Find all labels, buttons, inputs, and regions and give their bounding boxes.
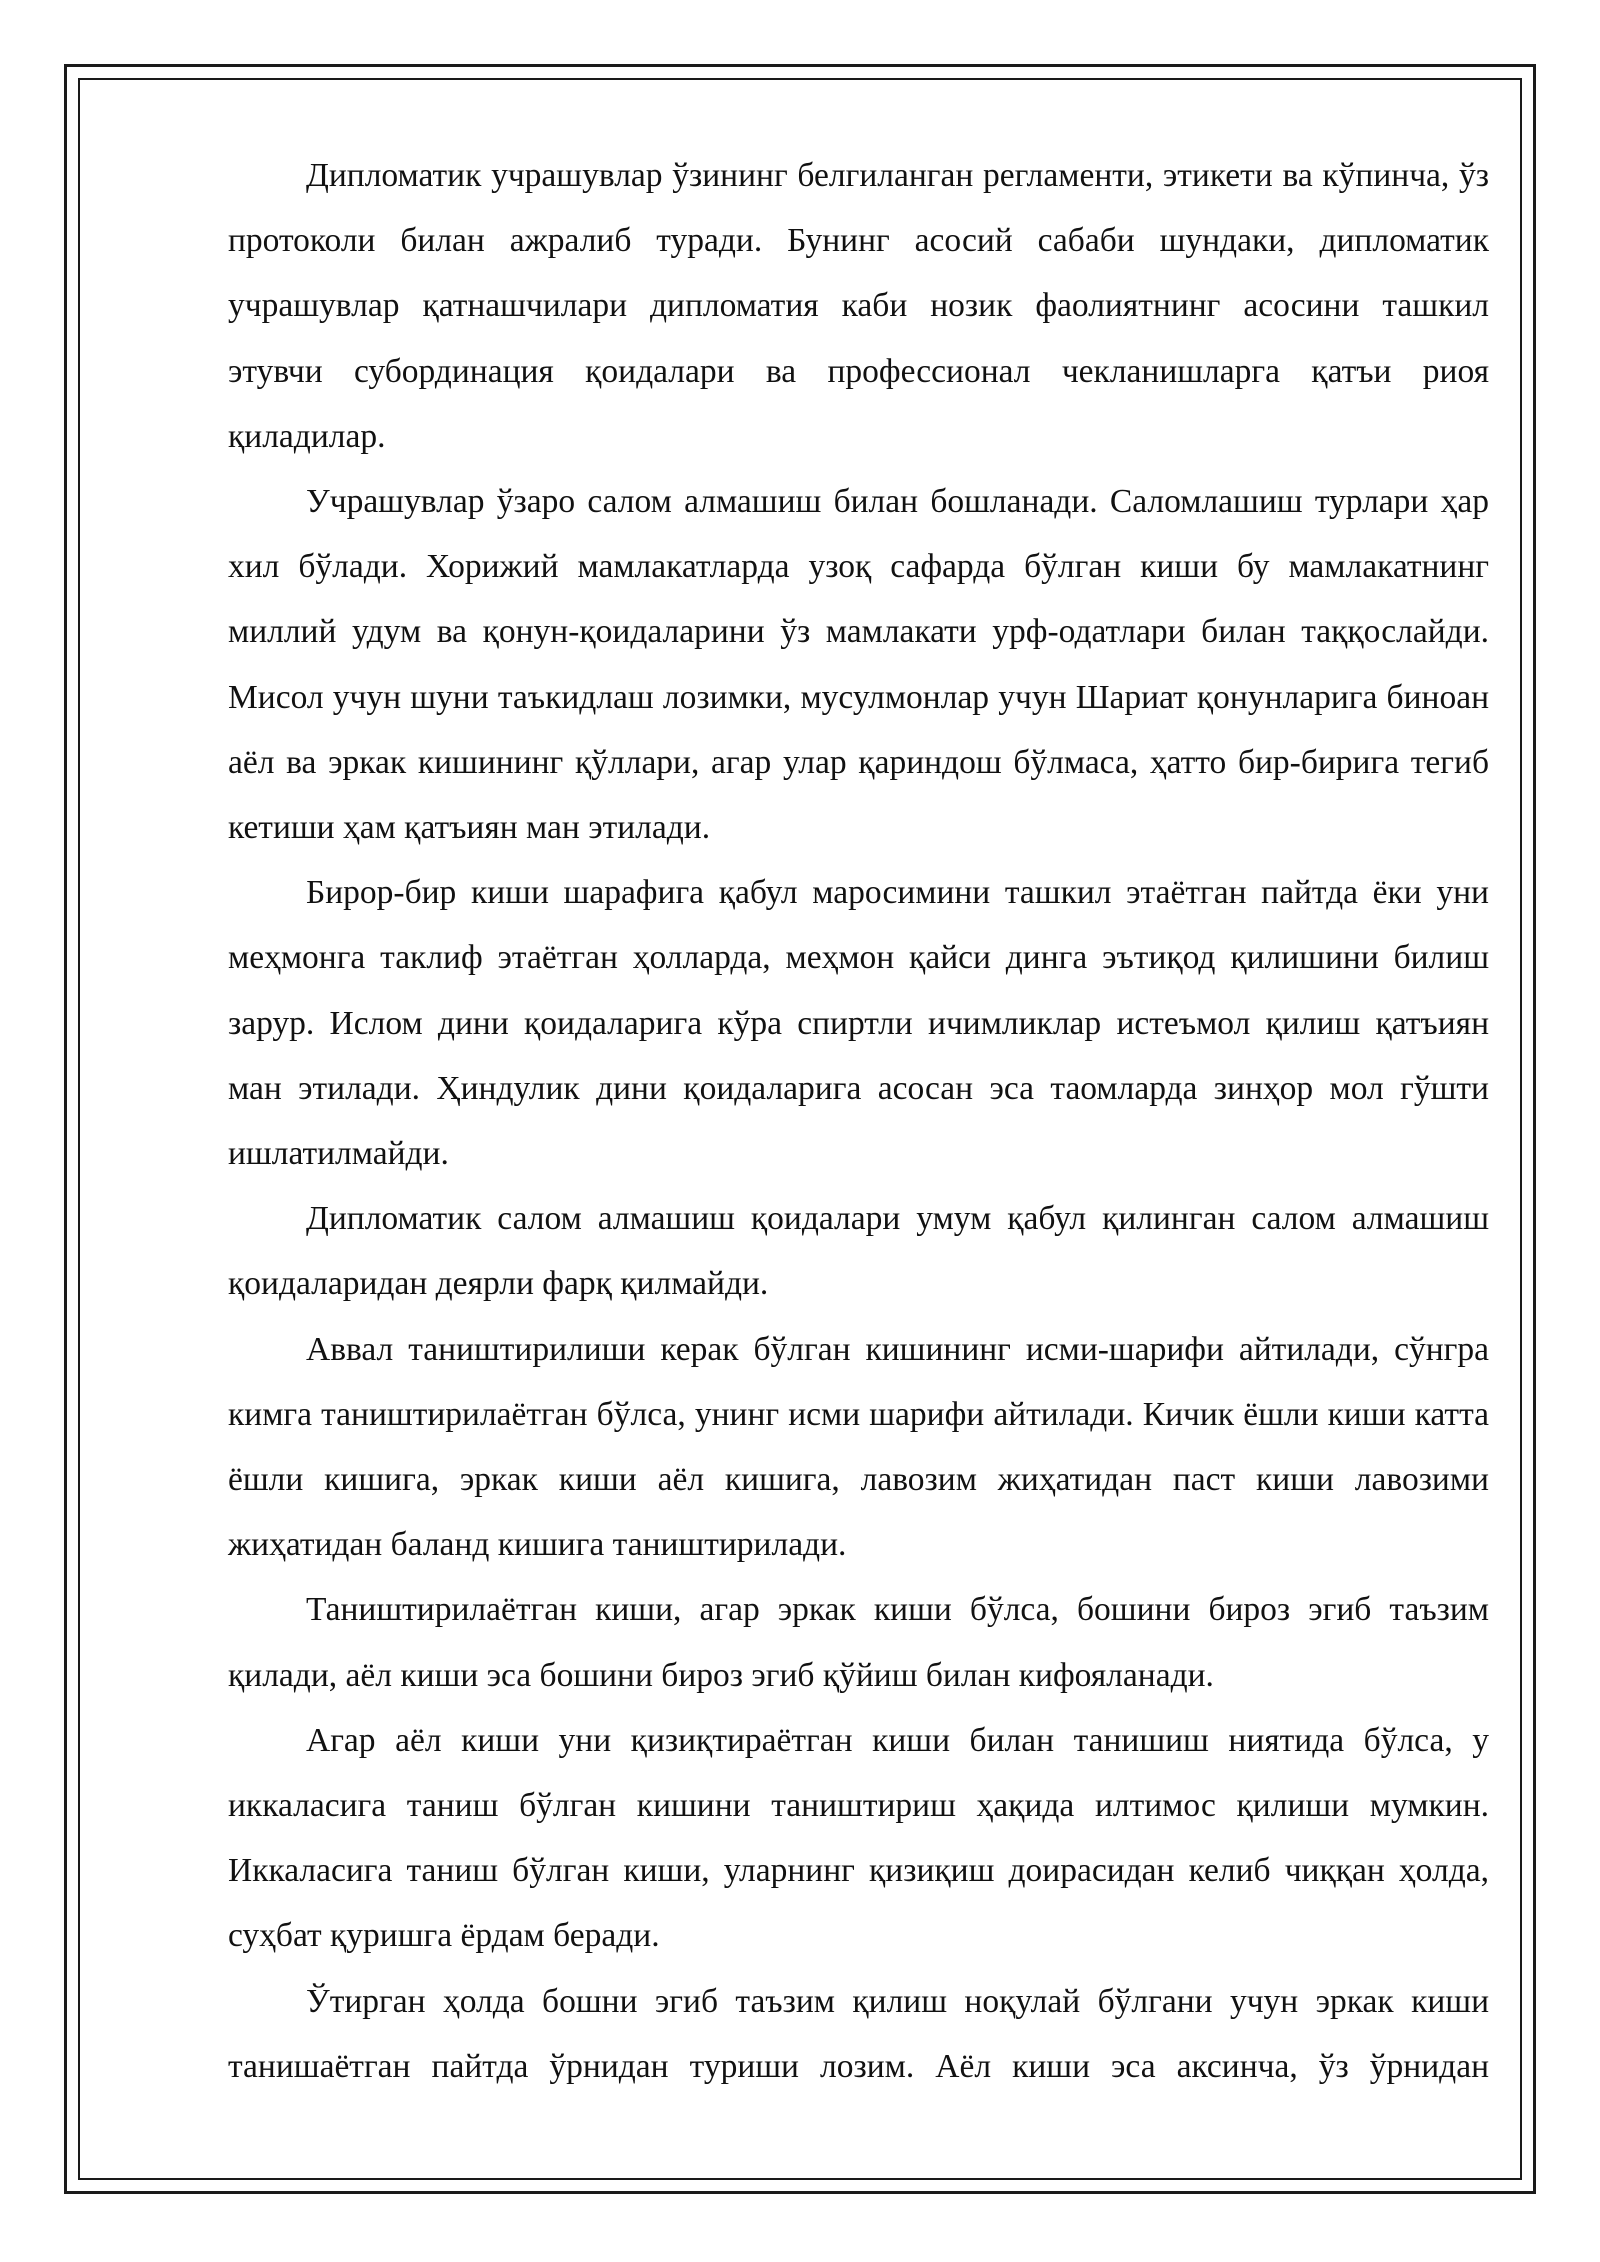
document-body — [228, 143, 1489, 2099]
paragraph-1: Дипломатик учрашувлар ўзининг белгиланган регламенти, этикети ва кўпинча, ўз протоколи билан ажралиб туради. Бунинг асосий сабаби шундаки, дипломатик учрашувлар қатнашчилари дипломатия каби нозик фаолиятнинг асосини ташкил этувчи субординация қоидалари ва профессионал чекланишларга қатъи риоя қиладилар. — [228, 157, 1489, 455]
paragraph-5: Аввал таништирилиши керак бўлган кишининг исми-шарифи айтилади, сўнгра кимга таништирилаётган бўлса, унинг исми шарифи айтилади. Кичик ёшли киши катта ёшли кишига, эркак киши аёл кишига, лавозим жиҳатидан паст киши лавозими жиҳатидан баланд кишига таништирилади. — [228, 1330, 1489, 1564]
paragraph-4: Дипломатик салом алмашиш қоидалари умум қабул қилинган салом алмашиш қоидаларидан деярли фарқ қилмайди. — [228, 1200, 1489, 1303]
paragraph-6: Таништирилаётган киши, агар эркак киши бўлса, бошини бироз эгиб таъзим қилади, аёл киши эса бошини бироз эгиб қўйиш билан кифояланади. — [228, 1591, 1489, 1694]
paragraph-7: Агар аёл киши уни қизиқтираётган киши билан танишиш ниятида бўлса, у иккаласига таниш бўлган кишини таништириш ҳақида илтимос қилиши мумкин. Иккаласига таниш бўлган киши, уларнинг қизиқиш доирасидан келиб чиққан ҳолда, суҳбат қуришга ёрдам беради. — [228, 1721, 1489, 1955]
paragraph-2: Учрашувлар ўзаро салом алмашиш билан бошланади. Саломлашиш турлари ҳар хил бўлади. Хорижий мамлакатларда узоқ сафарда бўлган киши бу мамлакатнинг миллий удум ва қонун-қоидаларини ўз мамлакати урф-одатлари билан таққослайди. Мисол учун шуни таъкидлаш лозимки, мусулмонлар учун Шариат қонунларига биноан аёл ва эркак кишининг қўллари, агар улар қариндош бўлмаса, ҳатто бир-бирига тегиб кетиши ҳам қатъиян ман этилади. — [228, 483, 1489, 847]
paragraph-3: Бирор-бир киши шарафига қабул маросимини ташкил этаётган пайтда ёки уни меҳмонга таклиф этаётган ҳолларда, меҳмон қайси динга эътиқод қилишини билиш зарур. Ислом дини қоидаларига кўра спиртли ичимликлар истеъмол қилиш қатъиян ман этилади. Ҳиндулик дини қоидаларига асосан эса таомларда зинҳор мол гўшти ишлатилмайди. — [228, 874, 1489, 1173]
paragraph-8: Ўтирган ҳолда бошни эгиб таъзим қилиш ноқулай бўлгани учун эркак киши танишаётган пайтда ўрнидан туриши лозим. Аёл киши эса аксинча, ўз ўрнидан — [228, 1982, 1489, 2085]
